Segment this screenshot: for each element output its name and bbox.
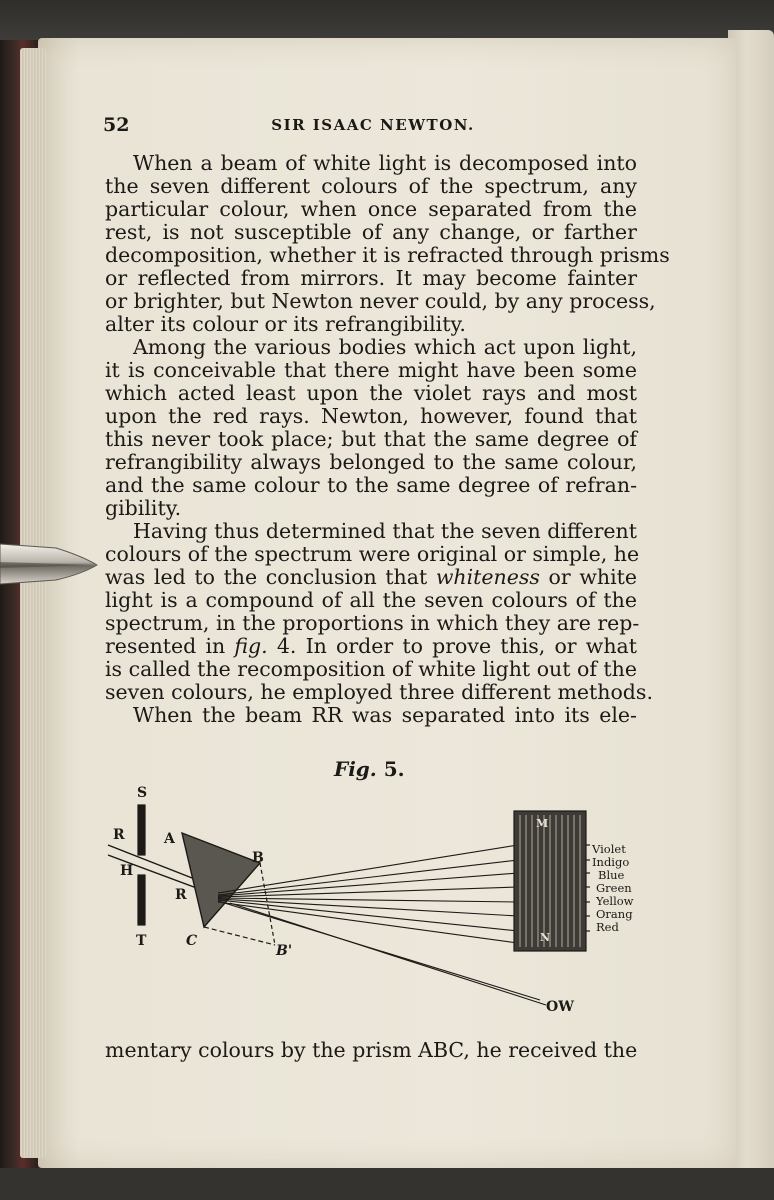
text-line: colours of the spectrum were original or simple, he <box>105 542 640 566</box>
text-line: Among the various bodies which act upon light, <box>133 335 637 359</box>
text-line: which acted least upon the violet rays and most <box>105 381 637 405</box>
label-ow: OW <box>546 999 574 1015</box>
text-line: decomposition, whether it is refracted through prisms <box>105 243 670 267</box>
color-label-indigo: Indigo <box>592 855 630 869</box>
page-header <box>103 114 643 140</box>
text-line: Having thus determined that the seven different <box>133 519 637 543</box>
screen-slit-upper <box>138 805 145 855</box>
italic-word: whiteness <box>435 565 540 589</box>
color-label-violet: Violet <box>592 842 626 856</box>
text-line: is called the recomposition of white light out of the <box>105 657 638 681</box>
color-label-green: Green <box>596 881 632 895</box>
text-line: rest, is not susceptible of any change, or farther <box>105 220 637 244</box>
text-line: seven colours, he employed three different methods. <box>105 680 653 704</box>
text-line: it is conceivable that there might have been some <box>105 358 637 382</box>
prism-diagram <box>100 775 660 1025</box>
refracted-rays <box>218 845 546 1005</box>
label-a: A <box>164 831 175 847</box>
text-line: light is a compound of all the seven colours of the <box>105 588 637 612</box>
text-line: and the same colour to the same degree of refran- <box>105 473 637 497</box>
text-line: alter its colour or its refrangibility. <box>105 312 466 336</box>
text-line: or brighter, but Newton never could, by any process, <box>105 289 656 313</box>
text-line: upon the red rays. Newton, however, found that <box>105 404 637 428</box>
text-fragment: or white <box>548 565 637 589</box>
text-line: spectrum, in the proportions in which they are rep- <box>105 611 640 635</box>
label-n: N <box>540 931 551 944</box>
page-number: 52 <box>103 114 130 136</box>
color-label-red: Red <box>596 920 619 934</box>
text-line: the seven different colours of the spectrum, any <box>105 174 637 198</box>
label-b: B <box>252 850 264 866</box>
footer-text-line: mentary colours by the prism ABC, he received the <box>105 1038 638 1062</box>
prism-abc <box>182 833 260 927</box>
color-label-orange: Orang <box>596 907 633 921</box>
label-c: C <box>186 933 198 949</box>
text-line: particular colour, when once separated from the <box>105 197 637 221</box>
background-bottom <box>0 1168 774 1200</box>
text-line: refrangibility always belonged to the same colour, <box>105 450 637 474</box>
color-label-yellow: Yellow <box>596 894 634 908</box>
page-stack-edges <box>20 48 46 1158</box>
text-line: When the beam RR was separated into its ele- <box>133 703 637 727</box>
label-b-prime <box>276 943 292 959</box>
text-line <box>105 635 637 657</box>
figure-caption-label: Fig. <box>334 757 377 781</box>
metal-pointer-clip <box>0 538 98 590</box>
text-fragment: 4. In order to prove this, or what <box>276 634 637 658</box>
label-b-prime-letter: B <box>276 943 288 959</box>
prism-edge-cb <box>204 927 275 945</box>
italic-word: fig. <box>234 634 268 658</box>
figure-caption-number: 5. <box>383 757 405 781</box>
screen-slit-lower <box>138 875 145 925</box>
label-prime-mark: ' <box>287 943 293 959</box>
text-fragment: was led to the conclusion that <box>105 565 428 589</box>
label-r-top: R <box>113 827 125 843</box>
color-label-blue: Blue <box>598 868 625 882</box>
running-head: SIR ISAAC NEWTON. <box>271 116 475 134</box>
label-r-mid: R <box>175 887 187 903</box>
label-s: S <box>137 785 148 801</box>
label-m: M <box>536 817 549 830</box>
text-line: When a beam of white light is decomposed into <box>133 151 637 175</box>
spectrum-color-labels <box>592 843 652 934</box>
text-line: or reflected from mirrors. It may become fainter <box>105 266 637 290</box>
text-line: this never took place; but that the same degree of <box>105 427 637 451</box>
prism-edge-bb <box>260 863 275 945</box>
label-h: H <box>120 863 134 879</box>
text-fragment: resented in <box>105 634 226 658</box>
label-t: T <box>136 933 147 949</box>
text-line: gibility. <box>105 496 182 520</box>
text-line <box>105 566 637 588</box>
